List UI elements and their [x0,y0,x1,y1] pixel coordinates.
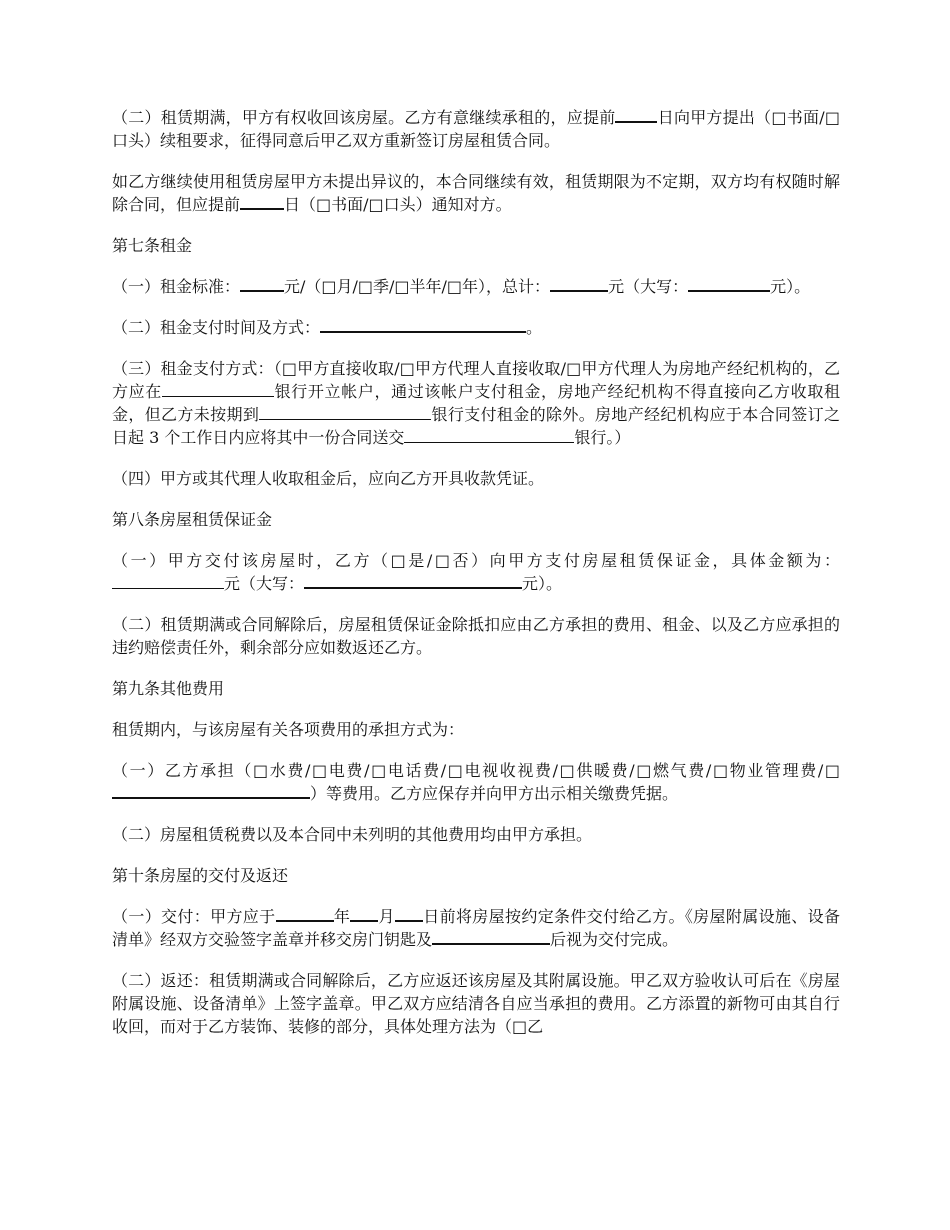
clause-fee-tenant [112,759,840,805]
text-segment: 。 [526,318,543,337]
clause-rent-method [112,357,840,449]
section-heading-7: 第七条租金 [112,236,193,255]
text-segment: 元（大写： [608,277,689,296]
clause-deposit [112,549,840,595]
blank-field[interactable] [304,573,522,589]
clause-rent-standard [112,275,840,298]
text-segment: 日向甲方提出（□书面/□口头）续租要求，征得同意后甲乙双方重新签订房屋租赁合同。 [112,108,840,150]
blank-field[interactable] [112,783,310,799]
blank-field[interactable] [240,276,284,292]
text-segment: （三）租金支付方式：（□甲方直接收取/□甲方代理人直接收取/□甲方代理人为房地产经纪机构的，乙方应在 [112,359,840,401]
clause-deposit-return: （二）租赁期满或合同解除后，房屋租赁保证金除抵扣应由乙方承担的费用、租金、以及乙方应承担的违约赔偿责任外，剩余部分应如数返还乙方。 [112,615,840,657]
text-segment: （二）租赁期满，甲方有权收回该房屋。乙方有意继续承租的，应提前 [112,108,616,127]
blank-field[interactable] [615,107,657,123]
clause-receipt: （四）甲方或其代理人收取租金后，应向乙方开具收款凭证。 [112,469,545,488]
blank-field[interactable] [688,276,770,292]
text-segment: 元）。 [770,277,811,296]
text-segment: （一）甲方交付该房屋时，乙方（□是/□否）向甲方支付房屋租赁保证金，具体金额为： [112,551,840,570]
text-segment: 后视为交付完成。 [550,930,679,949]
text-segment: 如乙方继续使用租赁房屋甲方未提出异议的，本合同继续有效，租赁期限为不定期，双方均有权随时解除合同，但应提前 [112,172,840,214]
text-segment: 元/（□月/□季/□半年/□年），总计： [284,277,551,296]
blank-field[interactable] [259,405,431,420]
text-segment: 元（大写： [224,574,305,593]
text-segment: 日（□书面/□口头）通知对方。 [284,195,512,214]
clause-delivery [112,905,840,951]
text-segment: （二）租金支付时间及方式： [112,318,321,337]
clause-fee-landlord: （二）房屋租赁税费以及本合同中未列明的其他费用均由甲方承担。 [112,825,593,844]
clause-rent-time [112,316,840,339]
blank-field[interactable] [162,382,274,397]
text-segment: （一）乙方承担（□水费/□电费/□电话费/□电视收视费/□供暖费/□燃气费/□物业管理费/□ [112,761,840,780]
text-segment: 日前将房屋按约定条件交付给乙方。《房屋附属设施、设备清单》经双方交验签字盖章并移交房门钥匙及 [112,907,840,949]
clause-renewal [112,106,840,152]
blank-field[interactable] [320,317,526,333]
blank-field[interactable] [112,574,224,589]
clause-fee-intro: 租赁期内，与该房屋有关各项费用的承担方式为： [112,720,465,739]
blank-field[interactable] [432,929,550,945]
text-segment: （一）租金标准： [112,277,241,296]
contract-page [112,106,840,1056]
section-heading-8: 第八条房屋租赁保证金 [112,510,273,529]
text-segment: 银行开立帐户，通过该帐户支付租金，房地产经纪机构不得直接向乙方收取租金，但乙方未按期到 [112,382,840,424]
section-heading-9: 第九条其他费用 [112,679,225,698]
text-segment: 银行。） [574,428,631,447]
text-segment: 年 [333,907,351,926]
text-segment: 元）。 [522,574,563,593]
text-segment: 月 [378,907,395,926]
blank-field[interactable] [240,194,284,210]
section-heading-10: 第十条房屋的交付及返还 [112,866,289,885]
blank-field[interactable] [395,906,423,922]
clause-return: （二）返还：租赁期满或合同解除后，乙方应返还该房屋及其附属设施。甲乙双方验收认可后在《房屋附属设施、设备清单》上签字盖章。甲乙双方应结清各自应当承担的费用。乙方添置的新物可由其自行收回，而对于乙方装饰、装修的部分，具体处理方法为（□乙 [112,971,840,1036]
text-segment: （一）交付：甲方应于 [112,907,276,926]
blank-field[interactable] [404,428,574,443]
blank-field[interactable] [276,906,334,922]
text-segment: ）等费用。乙方应保存并向甲方出示相关缴费凭据。 [310,784,679,803]
text-segment: 银行支付租金的除外。房地产经纪机构应于本合同签订之日起 3 个工作日内应将其中一份合同送交 [112,405,840,447]
blank-field[interactable] [550,276,608,292]
clause-indefinite-term [112,170,840,216]
blank-field[interactable] [350,906,378,922]
